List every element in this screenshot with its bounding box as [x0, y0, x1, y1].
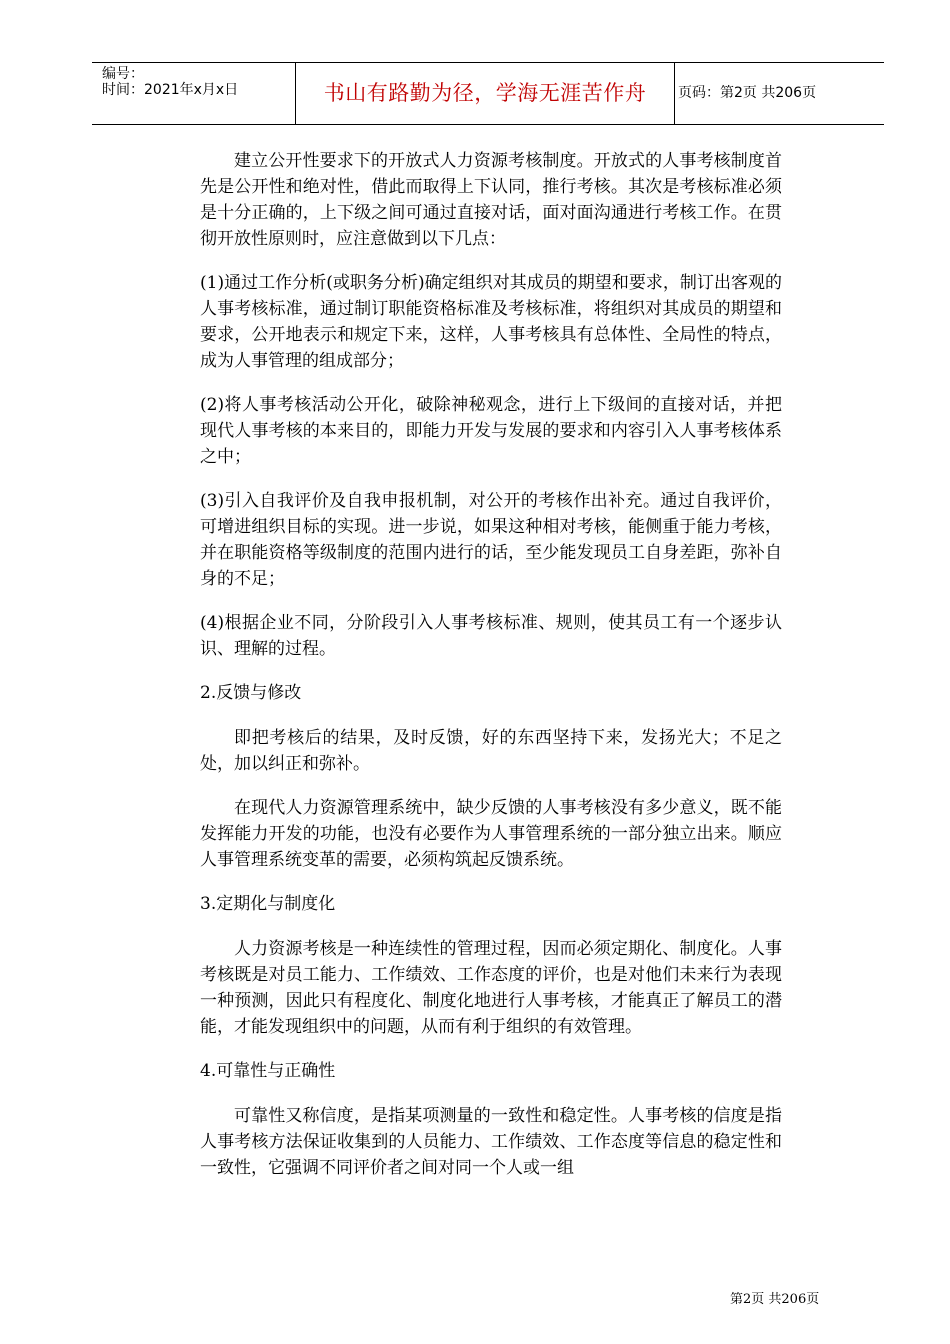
serial-label: 编号：	[102, 66, 144, 82]
paragraph-regular: 人力资源考核是一种连续性的管理过程，因而必须定期化、制度化。人事考核既是对员工能力、工作绩效、工作态度的评价，也是对他们未来行为表现一种预测，因此只有程度化、制度化地进行人事考核，才能真正了解员工的潜能，才能发现组织中的问题，从而有利于组织的有效管理。	[200, 939, 782, 1037]
paragraph-feedback-2: 在现代人力资源管理系统中，缺少反馈的人事考核没有多少意义，既不能发挥能力开发的功能，也没有必要作为人事管理系统的一部分独立出来。顺应人事管理系统变革的需要，必须构筑起反馈系统。	[200, 798, 782, 870]
time-label: 时间：2021年x月x日	[102, 82, 239, 98]
list-item-2: (2)将人事考核活动公开化，破除神秘观念，进行上下级间的直接对话，并把现代人事考核的本来目的，即能力开发与发展的要求和内容引入人事考核体系之中；	[200, 395, 782, 467]
paragraph-open-system: 建立公开性要求下的开放式人力资源考核制度。开放式的人事考核制度首先是公开性和绝对性，借此而取得上下认同，推行考核。其次是考核标准必须是十分正确的，上下级之间可通过直接对话，面对面沟通进行考核工作。在贯彻开放性原则时，应注意做到以下几点：	[200, 151, 782, 249]
page-header	[92, 62, 884, 125]
document-body	[200, 148, 782, 1199]
paragraph-feedback-1: 即把考核后的结果，及时反馈，好的东西坚持下来，发扬光大；不足之处，加以纠正和弥补。	[200, 728, 782, 774]
header-motto: 书山有路勤为径，学海无涯苦作舟	[323, 81, 647, 105]
list-item-1: (1)通过工作分析(或职务分析)确定组织对其成员的期望和要求，制订出客观的人事考核标准，通过制订职能资格标准及考核标准，将组织对其成员的期望和要求，公开地表示和规定下来，这样，人事考核具有总体性、全局性的特点，成为人事管理的组成部分；	[200, 273, 782, 371]
page-footer: 第2页 共206页	[730, 1292, 820, 1307]
header-page-cell	[674, 63, 884, 124]
section-heading-feedback: 2.反馈与修改	[200, 683, 302, 703]
header-page-info: 页码：第2页 共206页	[678, 85, 817, 101]
header-motto-cell	[295, 63, 675, 124]
section-heading-reliability: 4.可靠性与正确性	[200, 1061, 336, 1081]
paragraph-reliability: 可靠性又称信度，是指某项测量的一致性和稳定性。人事考核的信度是指人事考核方法保证收集到的人员能力、工作绩效、工作态度等信息的稳定性和一致性，它强调不同评价者之间对同一个人或一组	[200, 1106, 782, 1178]
header-meta-cell	[92, 63, 295, 124]
list-item-4: (4)根据企业不同，分阶段引入人事考核标准、规则，使其员工有一个逐步认识、理解的过程。	[200, 613, 782, 659]
list-item-3: (3)引入自我评价及自我申报机制，对公开的考核作出补充。通过自我评价，可增进组织目标的实现。进一步说，如果这种相对考核，能侧重于能力考核，并在职能资格等级制度的范围内进行的话，至少能发现员工自身差距，弥补自身的不足；	[200, 491, 782, 589]
section-heading-regular: 3.定期化与制度化	[200, 894, 336, 914]
